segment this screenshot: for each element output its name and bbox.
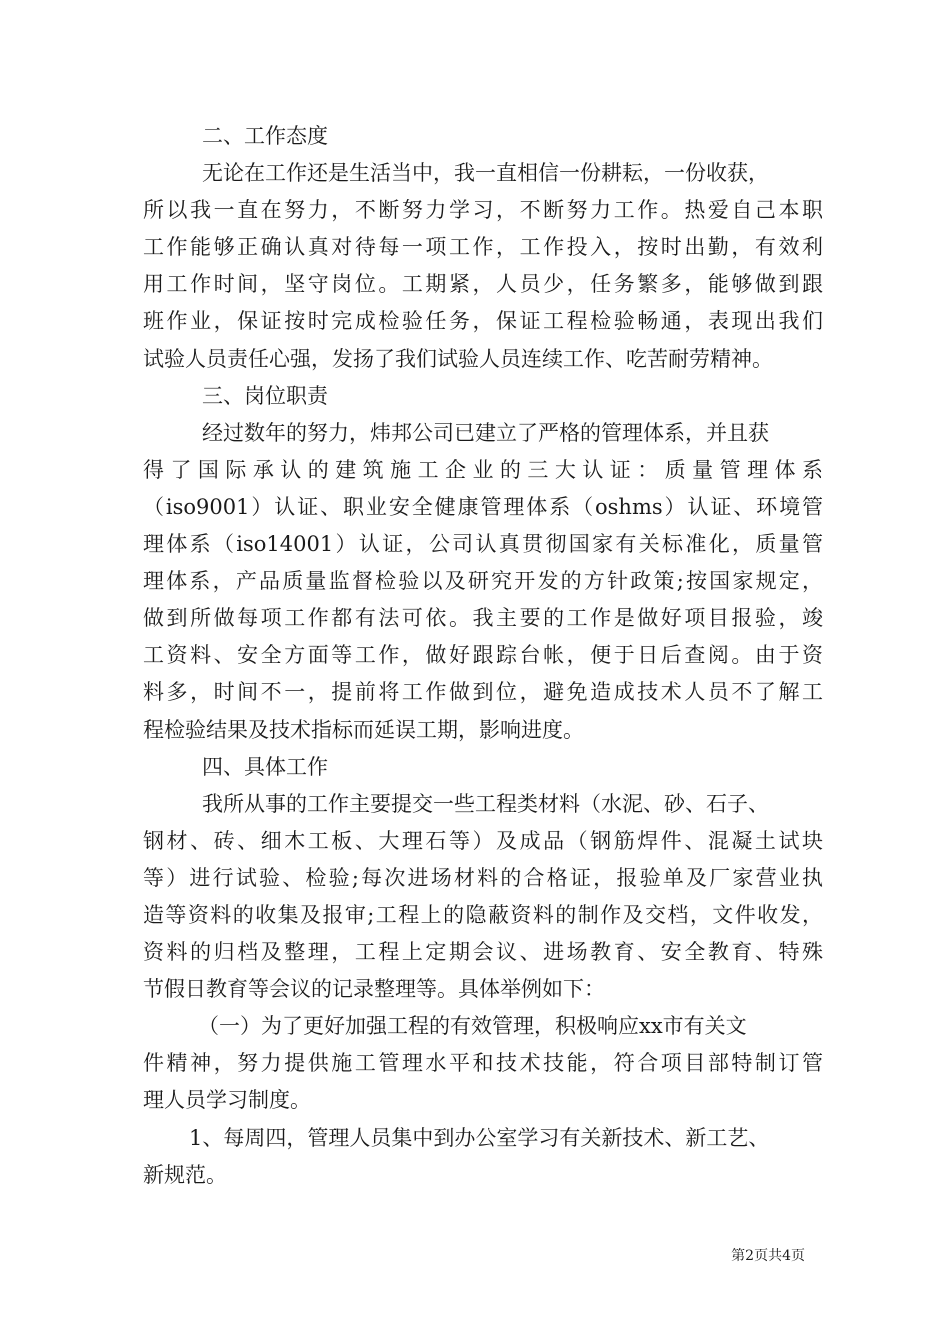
text-line: 件精神，努力提供施工管理水平和技术技能，符合项目部特制订管 [143,1051,823,1076]
text-line: 钢材、砖、细木工板、大理石等）及成品（钢筋焊件、混凝土试块 [143,828,823,853]
text-line: 经过数年的努力，炜邦公司已建立了严格的管理体系，并且获 [202,420,769,445]
text-line: 料多，时间不一，提前将工作做到位，避免造成技术人员不了解工 [143,680,823,705]
text-line: 三、岗位职责 [202,383,328,408]
text-line: 1、每周四，管理人员集中到办公室学习有关新技术、新工艺、 [189,1125,770,1150]
text-line: 四、具体工作 [202,754,328,779]
text-line: 新规范。 [143,1162,227,1187]
text-line: 用工作时间，坚守岗位。工期紧，人员少，任务繁多，能够做到跟 [143,272,823,297]
text-line: 得了国际承认的建筑施工企业的三大认证：质量管理体系 [143,457,823,482]
text-line: （一）为了更好加强工程的有效管理，积极响应xx市有关文 [198,1014,747,1039]
text-line: 节假日教育等会议的记录整理等。具体举例如下： [143,977,605,1002]
text-line: 理人员学习制度。 [143,1088,311,1113]
text-line: 等）进行试验、检验;每次进场材料的合格证，报验单及厂家营业执 [143,865,823,890]
text-line: 工作能够正确认真对待每一项工作，工作投入，按时出勤，有效利 [143,235,823,260]
text-line: 试验人员责任心强，发扬了我们试验人员连续工作、吃苦耐劳精神。 [143,346,773,371]
page-number-footer: 第2页共4页 [731,1248,805,1264]
text-line: 班作业，保证按时完成检验任务，保证工程检验畅通，表现出我们 [143,309,823,334]
text-line: 工资料、安全方面等工作，做好跟踪台帐，便于日后查阅。由于资 [143,643,823,668]
text-line: 无论在工作还是生活当中，我一直相信一份耕耘，一份收获， [202,161,769,186]
text-line: 理体系（iso14001）认证，公司认真贯彻国家有关标准化，质量管 [143,532,823,557]
text-line: 所以我一直在努力，不断努力学习，不断努力工作。热爱自己本职 [143,198,823,223]
text-line: （iso9001）认证、职业安全健康管理体系（oshms）认证、环境管 [143,494,823,519]
text-line: 理体系，产品质量监督检验以及研究开发的方针政策;按国家规定， [143,569,823,594]
document-body [143,118,823,1194]
text-line: 做到所做每项工作都有法可依。我主要的工作是做好项目报验，竣 [143,606,823,631]
text-line: 程检验结果及技术指标而延误工期，影响进度。 [143,717,584,742]
text-line: 二、工作态度 [202,124,328,148]
text-line: 我所从事的工作主要提交一些工程类材料（水泥、砂、石子、 [202,791,769,816]
text-line: 资料的归档及整理，工程上定期会议、进场教育、安全教育、特殊 [143,940,823,965]
text-line: 造等资料的收集及报审;工程上的隐蔽资料的制作及交档，文件收发， [143,902,823,927]
